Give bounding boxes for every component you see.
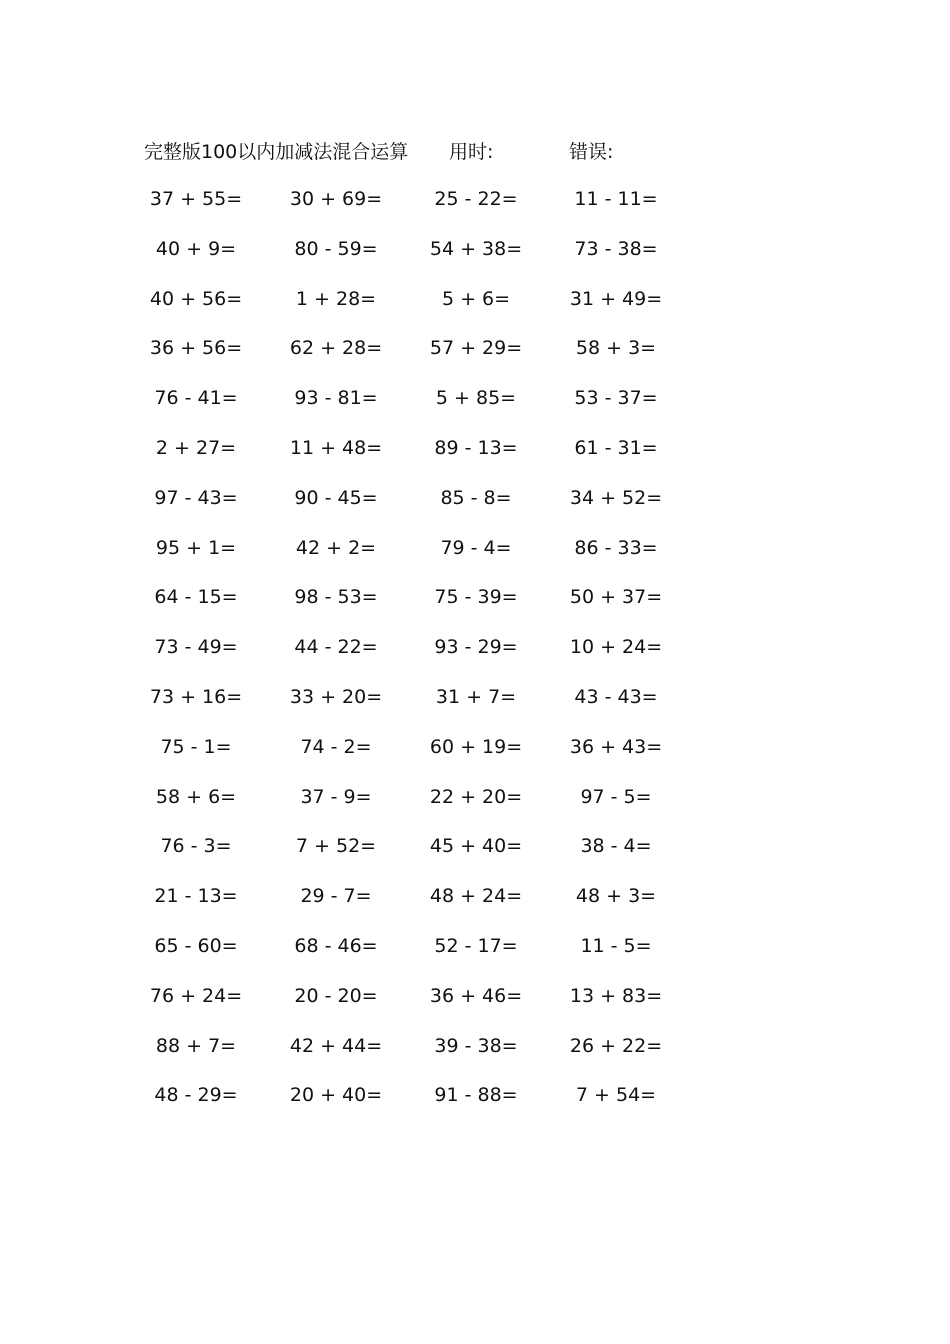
math-problem: 26 + 22= (569, 1034, 663, 1057)
math-problem: 11 - 11= (574, 188, 658, 210)
math-problem: 57 + 29= (429, 337, 523, 360)
math-problem: 91 - 88= (434, 1084, 518, 1107)
math-problem: 73 - 49= (154, 636, 238, 659)
math-problem: 62 + 28= (289, 337, 383, 360)
math-problem: 58 + 6= (155, 785, 237, 808)
math-problem: 11 + 48= (289, 436, 383, 459)
math-problem: 36 + 56= (149, 337, 243, 360)
math-problem: 98 - 53= (294, 586, 378, 609)
problem-row (0, 434, 950, 484)
math-problem: 36 + 43= (569, 735, 663, 758)
problem-row (0, 534, 950, 584)
math-problem: 75 - 39= (434, 586, 518, 609)
problem-row (0, 783, 950, 833)
math-problem: 43 - 43= (574, 685, 658, 708)
math-problem: 74 - 2= (300, 735, 372, 758)
math-problem: 5 + 6= (441, 287, 511, 310)
problem-row (0, 235, 950, 285)
problem-grid (0, 185, 950, 1131)
math-problem: 29 - 7= (300, 885, 372, 908)
math-problem: 20 + 40= (289, 1084, 383, 1107)
worksheet-title: 完整版100以内加减法混合运算 (144, 141, 409, 163)
time-used-label: 用时: (449, 141, 494, 163)
math-problem: 22 + 20= (429, 785, 523, 808)
math-problem: 86 - 33= (574, 536, 658, 559)
math-problem: 90 - 45= (294, 486, 378, 509)
problem-row (0, 1032, 950, 1082)
math-problem: 5 + 85= (435, 387, 517, 410)
math-problem: 36 + 46= (429, 984, 523, 1007)
math-problem: 25 - 22= (434, 188, 518, 210)
math-problem: 68 - 46= (294, 934, 378, 957)
math-problem: 7 + 54= (575, 1084, 657, 1107)
math-problem: 20 - 20= (294, 984, 378, 1007)
problem-row (0, 683, 950, 733)
math-problem: 2 + 27= (155, 436, 237, 459)
math-problem: 21 - 13= (154, 885, 238, 908)
math-problem: 7 + 52= (295, 835, 377, 858)
problem-row (0, 583, 950, 633)
math-problem: 73 + 16= (149, 685, 243, 708)
problem-row (0, 633, 950, 683)
math-problem: 60 + 19= (429, 735, 523, 758)
math-problem: 31 + 7= (435, 685, 517, 708)
math-problem: 48 + 3= (575, 885, 657, 908)
math-problem: 10 + 24= (569, 636, 663, 659)
error-count-label: 错误: (569, 141, 614, 163)
math-problem: 30 + 69= (289, 188, 383, 210)
problem-row (0, 1081, 950, 1131)
math-problem: 88 + 7= (155, 1034, 237, 1057)
math-problem: 37 - 9= (300, 785, 372, 808)
math-problem: 48 - 29= (154, 1084, 238, 1107)
problem-row (0, 334, 950, 384)
math-problem: 85 - 8= (440, 486, 512, 509)
math-problem: 93 - 29= (434, 636, 518, 659)
math-problem: 75 - 1= (160, 735, 232, 758)
math-problem: 40 + 56= (149, 287, 243, 310)
math-problem: 80 - 59= (294, 237, 378, 260)
problem-row (0, 384, 950, 434)
math-problem: 95 + 1= (155, 536, 237, 559)
math-problem: 93 - 81= (294, 387, 378, 410)
math-problem: 44 - 22= (294, 636, 378, 659)
math-problem: 13 + 83= (569, 984, 663, 1007)
math-problem: 65 - 60= (154, 934, 238, 957)
math-problem: 61 - 31= (574, 436, 658, 459)
math-problem: 39 - 38= (434, 1034, 518, 1057)
math-problem: 38 - 4= (580, 835, 652, 858)
math-problem: 58 + 3= (575, 337, 657, 360)
math-problem: 76 - 3= (160, 835, 232, 858)
math-problem: 97 - 5= (580, 785, 652, 808)
math-problem: 45 + 40= (429, 835, 523, 858)
math-problem: 79 - 4= (440, 536, 512, 559)
math-problem: 31 + 49= (569, 287, 663, 310)
math-problem: 64 - 15= (154, 586, 238, 609)
problem-row (0, 285, 950, 335)
problem-row (0, 832, 950, 882)
math-problem: 76 + 24= (149, 984, 243, 1007)
math-problem: 42 + 44= (289, 1034, 383, 1057)
math-problem: 42 + 2= (295, 536, 377, 559)
math-problem: 89 - 13= (434, 436, 518, 459)
math-problem: 76 - 41= (154, 387, 238, 410)
math-problem: 40 + 9= (155, 237, 237, 260)
problem-row (0, 882, 950, 932)
math-problem: 97 - 43= (154, 486, 238, 509)
problem-row (0, 982, 950, 1032)
math-problem: 37 + 55= (149, 188, 243, 210)
problem-row (0, 484, 950, 534)
math-problem: 1 + 28= (295, 287, 377, 310)
math-problem: 50 + 37= (569, 586, 663, 609)
math-problem: 53 - 37= (574, 387, 658, 410)
math-problem: 34 + 52= (569, 486, 663, 509)
math-problem: 48 + 24= (429, 885, 523, 908)
math-problem: 52 - 17= (434, 934, 518, 957)
math-problem: 11 - 5= (580, 934, 652, 957)
math-problem: 33 + 20= (289, 685, 383, 708)
problem-row (0, 733, 950, 783)
math-problem: 54 + 38= (429, 237, 523, 260)
problem-row (0, 185, 950, 235)
math-problem: 73 - 38= (574, 237, 658, 260)
problem-row (0, 932, 950, 982)
